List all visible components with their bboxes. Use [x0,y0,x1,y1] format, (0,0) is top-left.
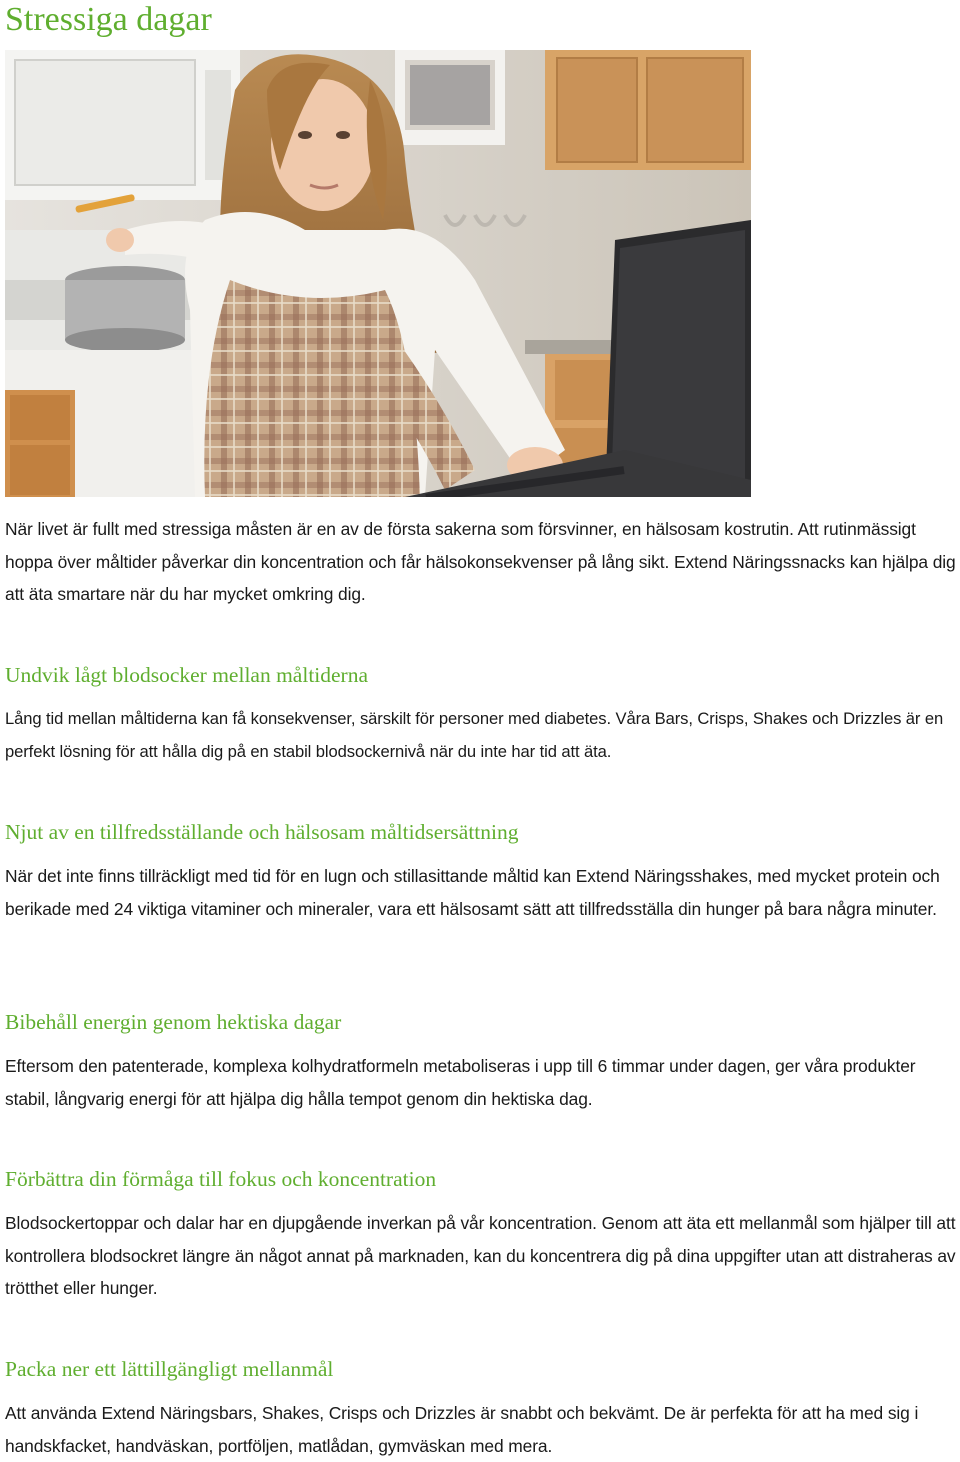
section-heading-snack: Packa ner ett lättillgängligt mellanmål [5,1357,334,1381]
section-body-focus: Blodsockertoppar och dalar har en djupgående inverkan på vår koncentration. Genom att äta ett mellanmål som hjälper till att kontrollera blodsockret längre än något annat på marknaden, kan du koncentrera dig på dina uppgifter utan att distraheras av trötthet eller hunger. [5,1213,956,1298]
section-body-energy: Eftersom den patenterade, komplexa kolhydratformeln metaboliseras i upp till 6 timmar under dagen, ger våra produkter stabil, långvarig energi för att hjälpa dig hålla tempot genom din hektiska dag. [5,1056,916,1109]
section-heading-blood-sugar: Undvik lågt blodsocker mellan måltiderna [5,663,369,687]
section-body-snack: Att använda Extend Näringsbars, Shakes, Crisps och Drizzles är snabbt och bekvämt. De är perfekta för att ha med sig i handskfacket, handväskan, portföljen, matlådan, gymväskan med mera. [5,1403,919,1456]
section-body-meal-replacement: När det inte finns tillräckligt med tid för en lugn och stillasittande måltid kan Extend Näringsshakes, med mycket protein och berikade med 24 viktiga vitaminer och mineraler, vara ett hälsosamt sätt att tillfredsställa din hunger på bara några minuter. [5,866,940,919]
section-heading-meal-replacement: Njut av en tillfredsställande och hälsosam måltidsersättning [5,820,519,844]
section-heading-energy: Bibehåll energin genom hektiska dagar [5,1010,342,1034]
section-body-blood-sugar: Lång tid mellan måltiderna kan få konsekvenser, särskilt för personer med diabetes. Våra Bars, Crisps, Shakes och Drizzles är en perfekt lösning för att hålla dig på en stabil blodsockernivå när du inte har tid att äta. [5,709,944,761]
page-title: Stressiga dagar [5,1,212,38]
hero-photo-kitchen-woman-laptop [5,50,751,497]
section-heading-focus: Förbättra din förmåga till fokus och koncentration [5,1167,437,1191]
intro-paragraph: När livet är fullt med stressiga måsten är en av de första sakerna som försvinner, en hälsosam kostrutin. Att rutinmässigt hoppa över måltider påverkar din koncentration och får hälsokonsekvenser på lång sikt. Extend Näringssnacks kan hjälpa dig att äta smartare när du har mycket omkring dig. [5,519,956,604]
